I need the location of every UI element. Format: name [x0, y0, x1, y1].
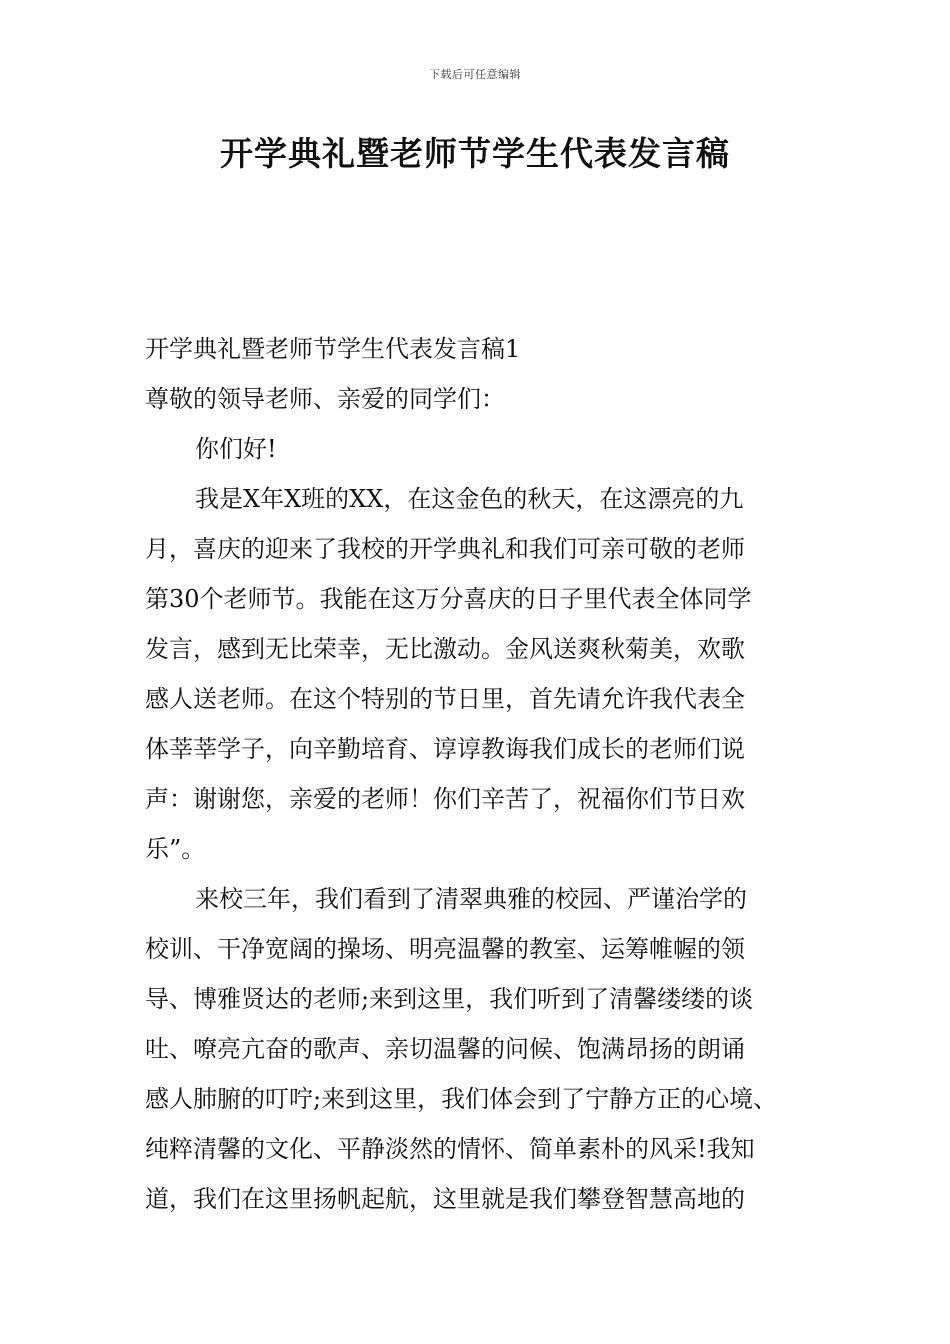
paragraph-2-line: 来校三年，我们看到了清翠典雅的校园、严谨治学的 [195, 885, 747, 913]
section-heading: 开学典礼暨老师节学生代表发言稿1 [145, 335, 521, 363]
paragraph-1-line: 声：谢谢您，亲爱的老师！你们辛苦了，祝福你们节日欢 [145, 785, 745, 813]
greeting: 你们好! [195, 435, 277, 463]
paragraph-2-line: 纯粹清馨的文化、平静淡然的情怀、简单素朴的风采!我知 [145, 1135, 755, 1163]
paragraph-2-line: 导、博雅贤达的老师;来到这里，我们听到了清馨缕缕的谈 [145, 985, 754, 1013]
salutation: 尊敬的领导老师、亲爱的同学们： [145, 385, 505, 413]
paragraph-1-line: 我是X年X班的XX，在这金色的秋天，在这漂亮的九 [195, 485, 744, 513]
paragraph-2-line: 吐、嘹亮亢奋的歌声、亲切温馨的问候、饱满昂扬的朗诵 [145, 1035, 745, 1063]
paragraph-1-line: 感人送老师。在这个特别的节日里，首先请允许我代表全 [145, 685, 745, 713]
paragraph-1-line: 乐”。 [145, 835, 206, 863]
document-title: 开学典礼暨老师节学生代表发言稿 [220, 134, 730, 173]
paragraph-1-line: 第30个老师节。我能在这万分喜庆的日子里代表全体同学 [145, 585, 752, 613]
paragraph-2-line: 校训、干净宽阔的操场、明亮温馨的教室、运筹帷幄的领 [145, 935, 745, 963]
paragraph-1-line: 发言，感到无比荣幸，无比激动。金风送爽秋菊美，欢歌 [145, 635, 745, 663]
paragraph-1-line: 体莘莘学子，向辛勤培育、谆谆教诲我们成长的老师们说 [145, 735, 745, 763]
paragraph-2-line: 道，我们在这里扬帆起航，这里就是我们攀登智慧高地的 [145, 1185, 745, 1213]
download-note: 下载后可任意编辑 [429, 68, 521, 81]
paragraph-1-line: 月，喜庆的迎来了我校的开学典礼和我们可亲可敬的老师 [145, 535, 745, 563]
paragraph-2-line: 感人肺腑的叮咛;来到这里，我们体会到了宁静方正的心境、 [145, 1085, 778, 1113]
document-body [145, 324, 807, 1224]
